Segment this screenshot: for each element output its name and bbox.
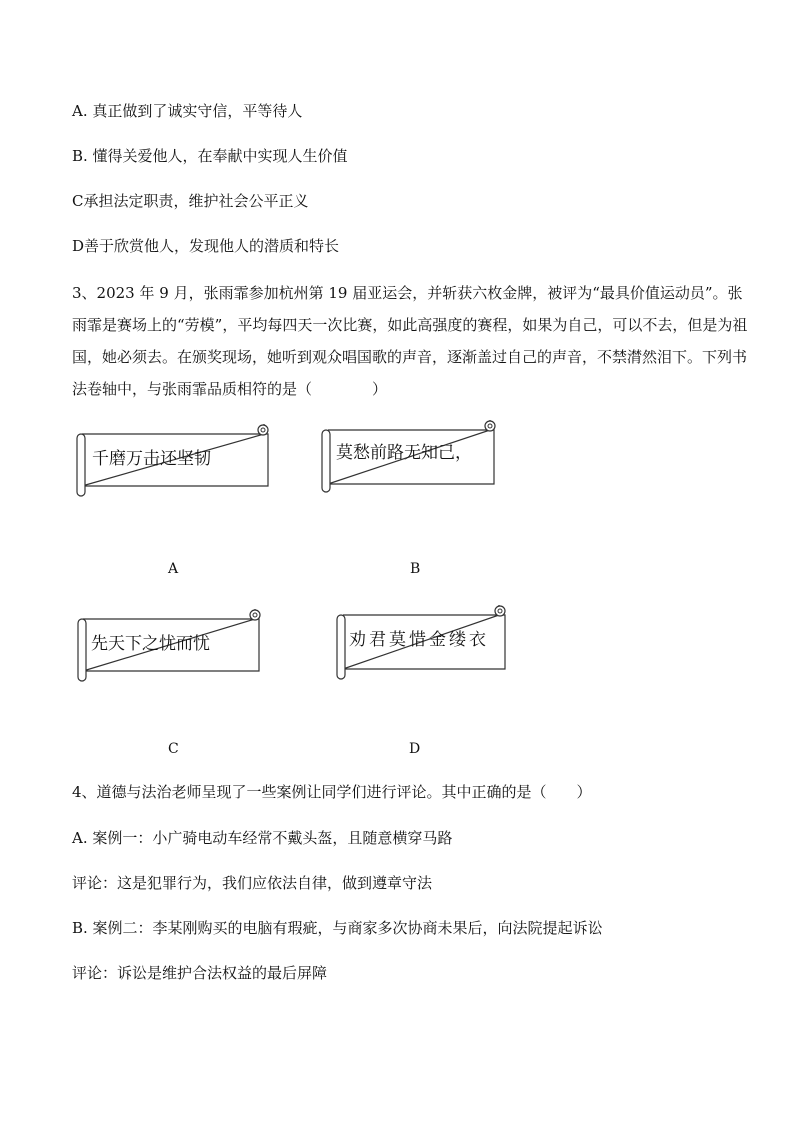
scroll-c <box>75 607 265 687</box>
scroll-a-label: A <box>168 561 179 577</box>
q2-option-d: D善于欣赏他人，发现他人的潜质和特长 <box>72 237 340 255</box>
scroll-d-label: D <box>409 741 421 757</box>
q3-stem: 3、2023 年 9 月，张雨霏参加杭州第 19 届亚运会，并斩获六枚金牌，被评为“最具价值运动员”。张雨霏是赛场上的“劳模”，平均每四天一次比赛，如此高强度的赛程，如果为自己，可以不去，但是为祖国，她必须去。在颁奖现场，她听到观众唱国歌的声音，逐渐盖过自己的声音，不禁潸然泪下。下列书法卷轴中，与张雨霏品质相符的是（ ） <box>72 284 748 398</box>
scroll-a <box>74 422 274 502</box>
scroll-d <box>333 603 513 683</box>
q2-option-c: C承担法定职责，维护社会公平正义 <box>72 192 309 210</box>
scroll-b-text: 莫愁前路无知己， <box>336 443 472 463</box>
scroll-c-text: 先天下之忧而忧 <box>91 634 210 654</box>
scroll-c-label: C <box>168 741 179 757</box>
q4-option-a-case: A. 案例一：小广骑电动车经常不戴头盔，且随意横穿马路 <box>72 829 453 847</box>
scroll-a-text: 千磨万击还坚韧 <box>92 449 211 469</box>
q4-option-b-comment: 评论：诉讼是维护合法权益的最后屏障 <box>72 964 328 982</box>
scroll-b <box>318 418 500 498</box>
q4-stem: 4、道德与法治老师呈现了一些案例让同学们进行评论。其中正确的是（ ） <box>72 783 592 801</box>
q2-option-a: A. 真正做到了诚实守信，平等待人 <box>72 102 303 120</box>
q4-option-a-comment: 评论：这是犯罪行为，我们应依法自律，做到遵章守法 <box>72 874 433 892</box>
scroll-d-text: 劝君莫惜金缕衣 <box>349 630 489 650</box>
q2-option-b: B. 懂得关爱他人，在奉献中实现人生价值 <box>72 147 348 165</box>
q4-option-b-case: B. 案例二：李某刚购买的电脑有瑕疵，与商家多次协商未果后，向法院提起诉讼 <box>72 919 603 937</box>
scroll-b-label: B <box>410 561 421 577</box>
